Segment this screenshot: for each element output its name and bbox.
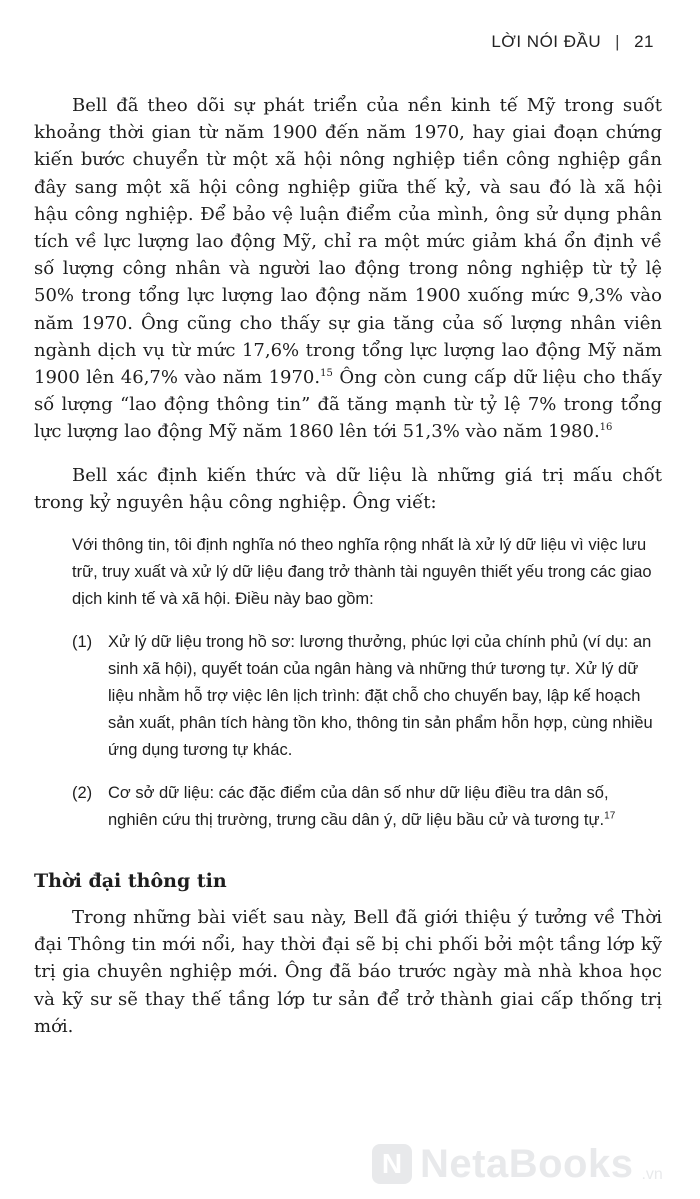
paragraph-1-text: Bell đã theo dõi sự phát triển của nền kinh tế Mỹ trong suốt khoảng thời gian từ năm 1900 đến năm 1970, hay giai đoạn chứng kiến bước chuyển từ một xã hội nông nghiệp tiền công nghiệp gần đây sang một xã hội công nghiệp giữa thế kỷ, và sau đó là xã hội hậu công nghiệp. Để bảo vệ luận điểm của mình, ông sử dụng phân tích về lực lượng lao động Mỹ, chỉ ra một mức giảm khá ổn định về số lượng công nhân và người lao động trong nông nghiệp từ tỷ lệ 50% trong tổng lực lượng lao động năm 1900 xuống mức 9,3% vào năm 1970. Ông cũng cho thấy sự gia tăng của số lượng nhân viên ngành dịch vụ từ mức 17,6% trong tổng lực lượng lao động Mỹ năm 1900 lên 46,7% vào năm 1970. [34,95,662,389]
watermark-suffix: .vn [641,1166,663,1183]
quote-list-item [72,780,662,834]
quote-item-text-wrap [108,780,662,834]
header-separator: | [615,32,621,51]
quote-item-text: Xử lý dữ liệu trong hồ sơ: lương thưởng, phúc lợi của chính phủ (ví dụ: an sinh xã hội), quyết toán của ngân hàng và những thứ tương tự. Xử lý dữ liệu nhằm hỗ trợ việc lên lịch trình: đặt chỗ cho chuyến bay, lập kế hoạch sản xuất, phân tích hàng tồn kho, thông tin sản phẩm hỗn hợp, cùng nhiều ứng dụng tương tự khác. [108,633,653,760]
publisher-watermark [372,1136,692,1192]
netabooks-logo-icon: N [372,1144,412,1184]
quote-item-text: Cơ sở dữ liệu: các đặc điểm của dân số như dữ liệu điều tra dân số, nghiên cứu thị trường, trưng cầu dân ý, dữ liệu bầu cử và tương tự. [108,784,609,830]
quote-item-number: (1) [72,633,93,652]
footnote-ref-15: 15 [320,368,333,380]
chapter-title: LỜI NÓI ĐẦU [491,32,602,51]
page-number: 21 [634,32,654,51]
quote-list-item [72,629,662,764]
section-paragraph: Trong những bài viết sau này, Bell đã giới thiệu ý tưởng về Thời đại Thông tin mới nổi, hay thời đại sẽ bị chi phối bởi một tầng lớp kỹ trị gia chuyên nghiệp mới. Ông đã báo trước ngày mà nhà khoa học và kỹ sư sẽ thay thế tầng lớp tư sản để trở thành giai cấp thống trị mới. [34,907,662,1037]
quote-item-number: (2) [72,784,93,803]
footnote-ref-17: 17 [604,810,616,822]
block-quote [72,532,662,834]
section-heading: Thời đại thông tin [34,870,227,893]
watermark-name: NetaBooks [420,1141,634,1186]
running-header [491,32,654,52]
paragraph-1 [34,92,662,446]
footnote-ref-16: 16 [599,422,613,434]
quote-intro: Với thông tin, tôi định nghĩa nó theo nghĩa rộng nhất là xử lý dữ liệu vì việc lưu trữ, truy xuất và xử lý dữ liệu đang trở thành tài nguyên thiết yếu trong các giao dịch kinh tế và xã hội. Điều này bao gồm: [72,536,652,609]
paragraph-2: Bell xác định kiến thức và dữ liệu là những giá trị mấu chốt trong kỷ nguyên hậu công nghiệp. Ông viết: [34,464,662,513]
paragraph-1-text-cont: Ông còn cung cấp dữ liệu cho thấy số lượng “lao động thông tin” đã tăng mạnh từ tỷ lệ 7% trong tổng lực lượng lao động Mỹ năm 1860 lên tới 51,3% vào năm 1980. [34,367,662,443]
page-body [34,92,662,1040]
